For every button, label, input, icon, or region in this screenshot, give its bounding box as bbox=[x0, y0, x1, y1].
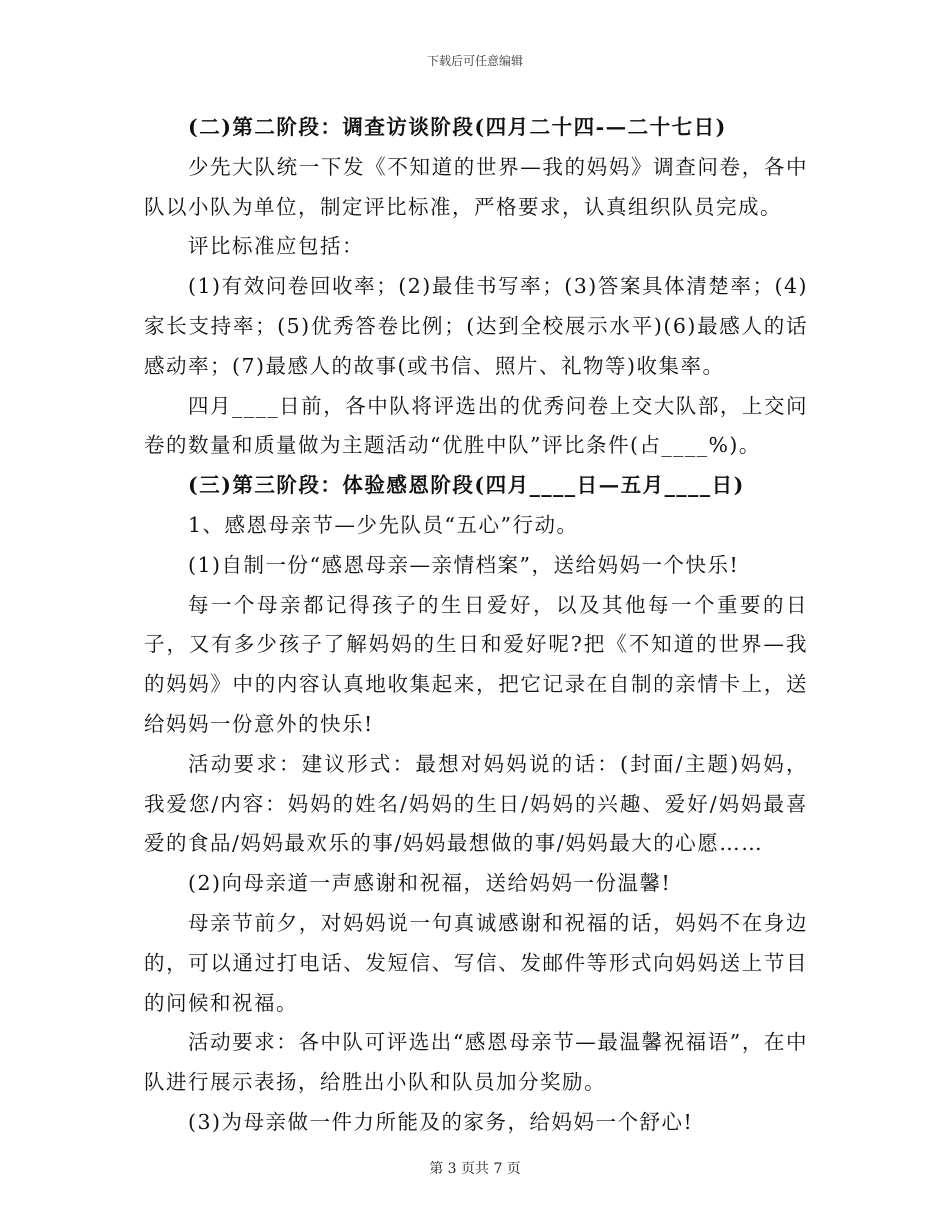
page-header: 下载后可任意编辑 bbox=[426, 54, 523, 68]
paragraph: 1、感恩母亲节—少先队员“五心”行动。 bbox=[188, 512, 579, 537]
paragraph: 四月____日前，各中队将评选出的优秀问卷上交大队部，上交问卷的数量和质量做为主题活动“优胜中队”评比条件(占____%)。 bbox=[144, 393, 808, 458]
section-heading-stage-two: (二)第二阶段：调查访谈阶段(四月二十四-—二十七日) bbox=[188, 115, 727, 139]
paragraph: 每一个母亲都记得孩子的生日爱好，以及其他每一个重要的日子，又有多少孩子了解妈妈的生日和爱好呢?把《不知道的世界—我的妈妈》中的内容认真地收集起来，把它记录在自制的亲情卡上，送给妈妈一份意外的快乐! bbox=[144, 592, 808, 736]
paragraph: 评比标准应包括： bbox=[188, 234, 364, 259]
paragraph: 少先大队统一下发《不知道的世界—我的妈妈》调查问卷，各中队以小队为单位，制定评比标准，严格要求，认真组织队员完成。 bbox=[144, 154, 808, 219]
document-body bbox=[144, 108, 808, 1143]
paragraph: (1)有效问卷回收率；(2)最佳书写率；(3)答案具体清楚率；(4)家长支持率；(5)优秀答卷比例；(达到全校展示水平)(6)最感人的话感动率；(7)最感人的故事(或书信、照片、礼物等)收集率。 bbox=[144, 274, 808, 378]
page-footer: 第 3 页共 7 页 bbox=[429, 1161, 521, 1177]
section-heading-stage-three: (三)第三阶段：体验感恩阶段(四月____日—五月____日) bbox=[188, 473, 745, 498]
paragraph: 活动要求：各中队可评选出“感恩母亲节—最温馨祝福语”，在中队进行展示表扬，给胜出小队和队员加分奖励。 bbox=[144, 1030, 808, 1095]
paragraph: 母亲节前夕，对妈妈说一句真诚感谢和祝福的话，妈妈不在身边的，可以通过打电话、发短信、写信、发邮件等形式向妈妈送上节目的问候和祝福。 bbox=[144, 910, 808, 1015]
paragraph: (3)为母亲做一件力所能及的家务，给妈妈一个舒心! bbox=[188, 1109, 694, 1134]
paragraph: 活动要求：建议形式：最想对妈妈说的话：(封面/主题)妈妈，我爱您/内容：妈妈的姓名/妈妈的生日/妈妈的兴趣、爱好/妈妈最喜爱的食品/妈妈最欢乐的事/妈妈最想做的事/妈妈最大的心愿…… bbox=[144, 751, 808, 856]
paragraph: (1)自制一份“感恩母亲—亲情档案”，送给妈妈一个快乐! bbox=[188, 552, 740, 577]
paragraph: (2)向母亲道一声感谢和祝福，送给妈妈一份温馨! bbox=[188, 871, 672, 896]
